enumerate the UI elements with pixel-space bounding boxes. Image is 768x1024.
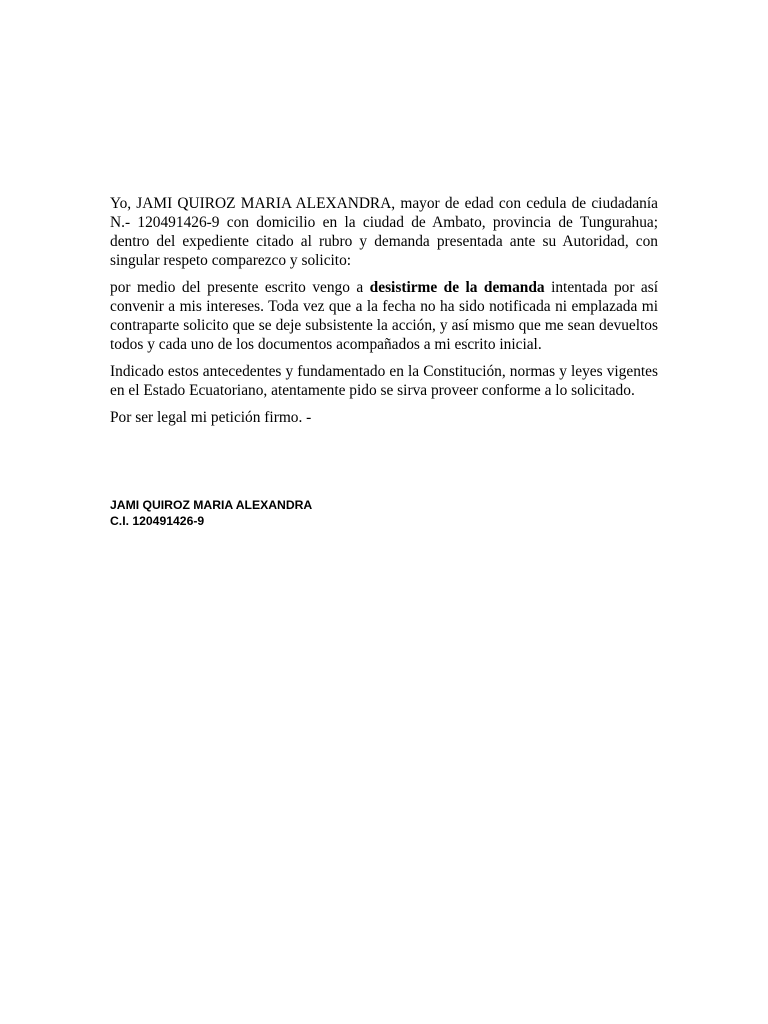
request-emphasis: desistirme de la demanda [369,279,545,296]
paragraph-grounds: Indicado estos antecedentes y fundamentado en la Constitución, normas y leyes vigentes en el Estado Ecuatoriano, atentamente pido se sirva proveer conforme a lo solicitado. [110,363,658,399]
paragraph-closing: Por ser legal mi petición firmo. - [110,409,312,426]
paragraph-request [110,278,658,354]
paragraph-identification: Yo, JAMI QUIROZ MARIA ALEXANDRA, mayor de edad con cedula de ciudadanía N.- 120491426-9 con domicilio en la ciudad de Ambato, provincia de Tungurahua; dentro del expediente citado al rubro y demanda presentada ante su Autoridad, con singular respeto comparezco y solicito: [110,195,658,269]
request-text-after: intentada por así convenir a mis intereses. Toda vez que a la fecha no ha sido notificada ni emplazada mi contraparte solicito que se deje subsistente la acción, y así mismo que me sean devueltos todos y cada uno de los documentos acompañados a mi escrito inicial. [110,279,659,353]
signature-block [110,497,312,529]
document-body [110,194,658,435]
signature-name: JAMI QUIROZ MARIA ALEXANDRA [110,498,313,512]
signature-id: C.I. 120491426-9 [110,514,205,528]
request-text-before: por medio del presente escrito vengo a [110,279,370,296]
